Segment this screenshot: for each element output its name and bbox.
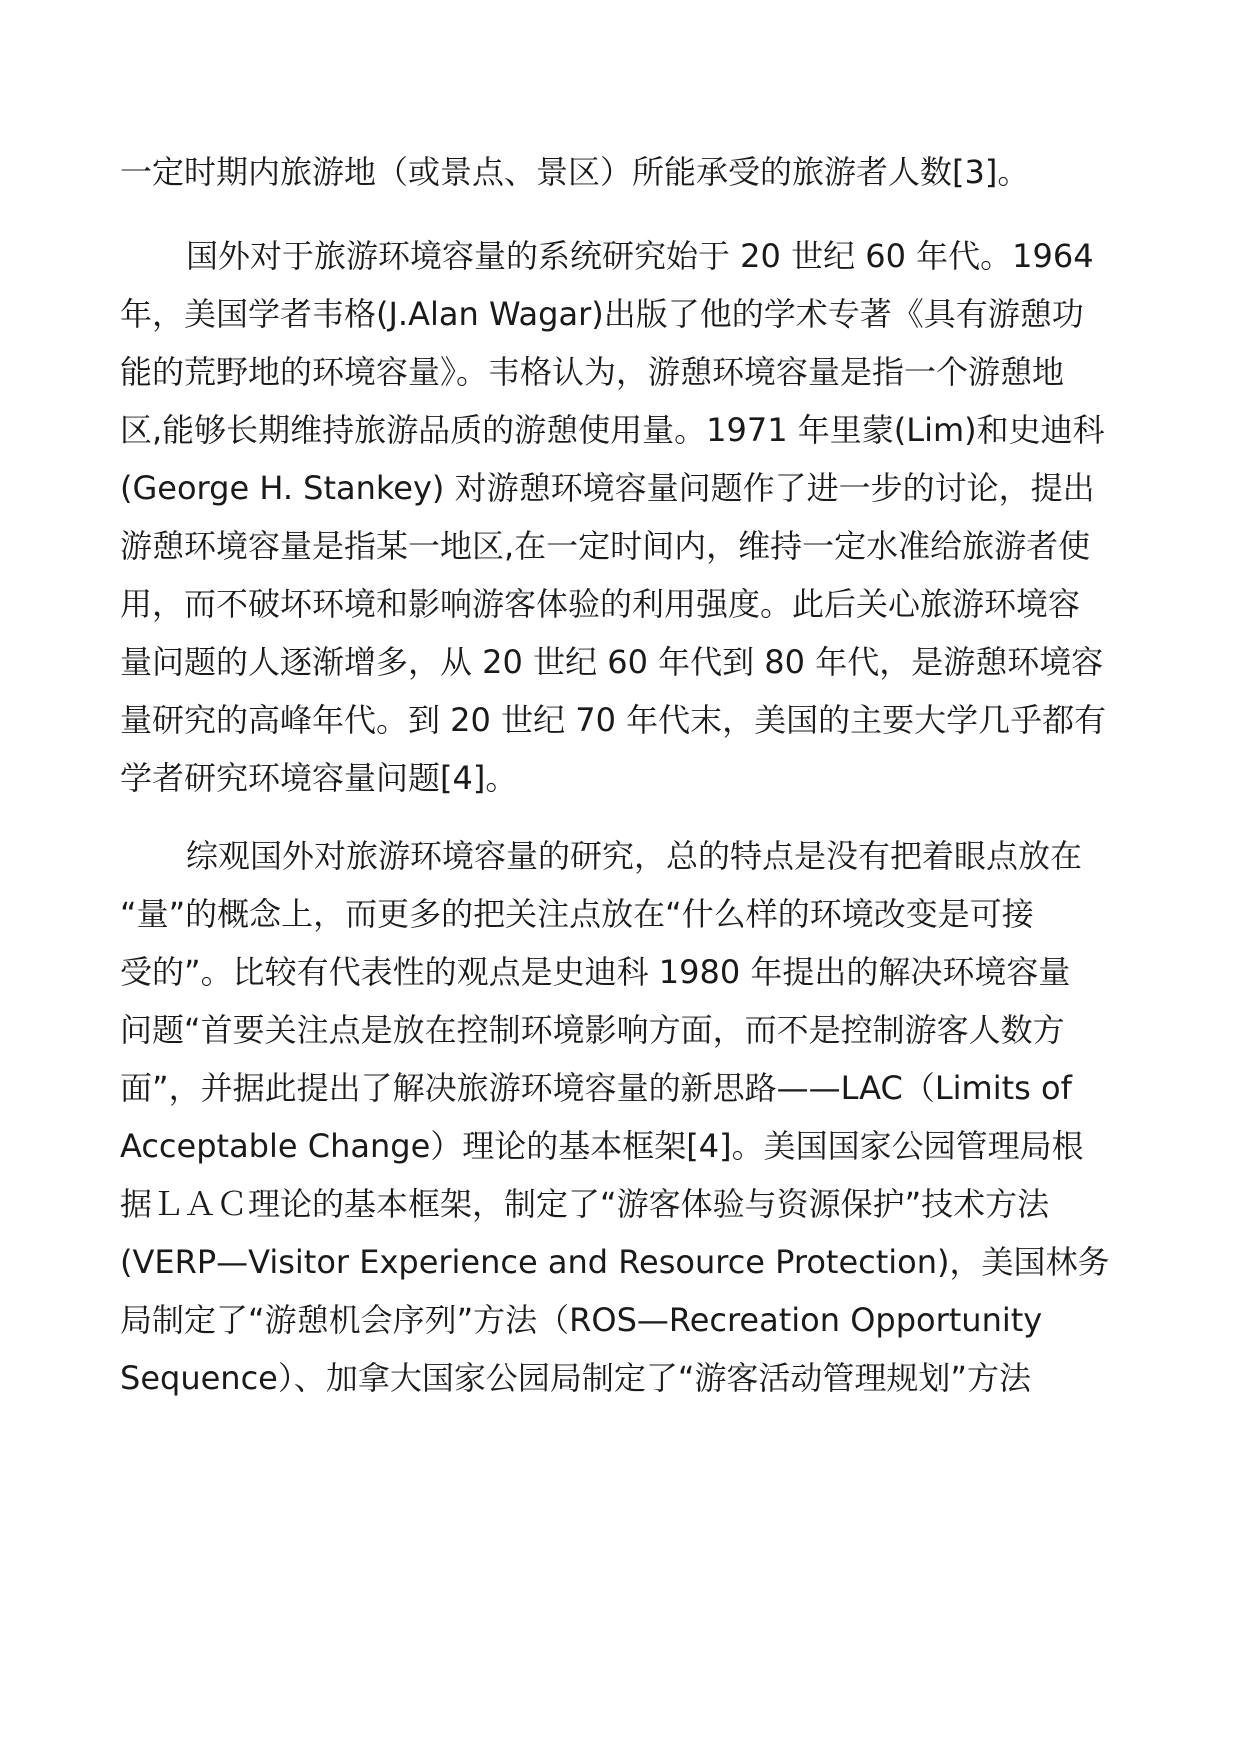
text-line: 量问题的人逐渐增多，从 20 世纪 60 年代到 80 年代，是游憩环境容 bbox=[120, 643, 1104, 681]
text-line: (VERP—Visitor Experience and Resource Protection)，美国林务 bbox=[120, 1243, 1110, 1281]
text-line: (George H. Stankey) 对游憩环境容量问题作了进一步的讨论，提出 bbox=[120, 469, 1095, 507]
text-line: 国外对于旅游环境容量的系统研究始于 20 世纪 60 年代。1964 bbox=[186, 237, 1094, 275]
text-line: 局制定了“游憩机会序列”方法（ROS—Recreation Opportunity bbox=[120, 1301, 1043, 1339]
text-line: 用，而不破坏环境和影响游客体验的利用强度。此后关心旅游环境容 bbox=[120, 585, 1081, 623]
text-line: 学者研究环境容量问题[4]。 bbox=[120, 759, 518, 797]
text-line: 面”，并据此提出了解决旅游环境容量的新思路——LAC（Limits of bbox=[120, 1069, 1072, 1107]
text-line: 问题“首要关注点是放在控制环境影响方面，而不是控制游客人数方 bbox=[120, 1011, 1065, 1049]
text-line: 据ＬＡＣ理论的基本框架，制定了“游客体验与资源保护”技术方法 bbox=[120, 1185, 1050, 1223]
text-line: Acceptable Change）理论的基本框架[4]。美国国家公园管理局根 bbox=[120, 1127, 1084, 1165]
text-line: “量”的概念上，而更多的把关注点放在“什么样的环境改变是可接 bbox=[120, 895, 1034, 933]
text-line: 游憩环境容量是指某一地区,在一定时间内，维持一定水准给旅游者使 bbox=[120, 527, 1091, 565]
text-line: 综观国外对旅游环境容量的研究，总的特点是没有把着眼点放在 bbox=[186, 837, 1083, 875]
text-line: 区,能够长期维持旅游品质的游憩使用量。1971 年里蒙(Lim)和史迪科 bbox=[120, 411, 1105, 449]
text-line: 量研究的高峰年代。到 20 世纪 70 年代末，美国的主要大学几乎都有 bbox=[120, 701, 1107, 739]
text-line: 受的”。比较有代表性的观点是史迪科 1980 年提出的解决环境容量 bbox=[120, 953, 1071, 991]
text-line: Sequence）、加拿大国家公园局制定了“游客活动管理规划”方法 bbox=[120, 1359, 1032, 1397]
text-line: 能的荒野地的环境容量》。韦格认为，游憩环境容量是指一个游憩地 bbox=[120, 353, 1065, 391]
text-line: 一定时期内旅游地（或景点、景区）所能承受的旅游者人数[3]。 bbox=[120, 153, 1030, 191]
text-line: 年，美国学者韦格(J.Alan Wagar)出版了他的学术专著《具有游憩功 bbox=[120, 295, 1084, 333]
